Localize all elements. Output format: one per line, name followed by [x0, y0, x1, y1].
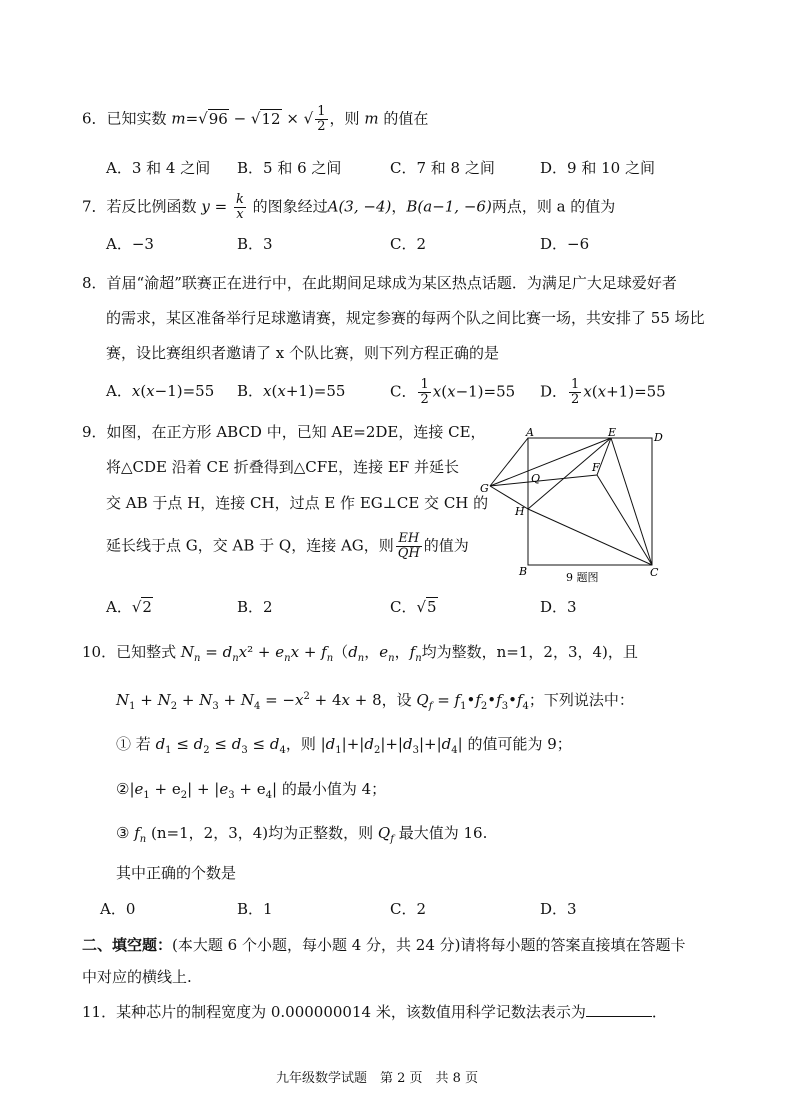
fig-label-f: F: [592, 461, 600, 474]
q8-option-c: C． $\frac{1}{2}$ x(x−1)=55: [390, 377, 516, 407]
q9-option-b: B．2: [237, 598, 273, 616]
q7-option-d: D．−6: [540, 235, 590, 253]
q10-conclusion: 其中正确的个数是: [116, 864, 237, 882]
fig-label-b: B: [519, 565, 528, 578]
q8-line-2: 的需求，某区准备举行足球邀请赛，规定参赛的每两个队之间比赛一场，共安排了 55 场比: [106, 309, 705, 327]
q8-line-1: 8．首届“渝超”联赛正在进行中，在此期间足球成为某区热点话题．为满足广大足球爱好者: [82, 274, 677, 292]
q6-option-c: C．7 和 8 之间: [390, 159, 495, 177]
q9-line-1: 9．如图，在正方形 ABCD 中，已知 AE=2DE，连接 CE，: [82, 423, 486, 441]
section-2-heading: 二、填空题：(本大题 6 个小题，每小题 4 分，共 24 分)请将每小题的答案直接填在答题卡: [82, 936, 686, 954]
fig-label-q: Q: [531, 472, 541, 485]
q8-option-a: A．x(x−1)=55: [106, 382, 215, 400]
q9-option-d: D．3: [540, 598, 577, 616]
q9-line-3: 交 AB 于点 H，连接 CH，过点 E 作 EG⊥CE 交 CH 的: [106, 494, 489, 512]
q11-stem: 11．某种芯片的制程宽度为 0.000000014 米，该数值用科学记数法表示为 ．: [82, 1003, 667, 1021]
q6-stem: 6．已知实数 m=√96 − √12 × √ $\frac{1}{2}$ ，则 m 的值在: [82, 104, 429, 134]
q10-option-c: C．2: [390, 900, 427, 918]
q10-statement-3: ③ $f_n$ (n=1，2，3，4)均为正整数，则 $Q_f$ 最大值为 16.: [116, 824, 488, 845]
fig-label-e: E: [608, 426, 617, 439]
q9-line-4: 延长线于点 G，交 AB 于 Q，连接 AG，则 $\frac{EH}{QH}$ 的值为: [106, 531, 469, 561]
fig-label-a: A: [526, 426, 534, 439]
q10-statement-1: ① 若 $d_1 \le d_2 \le d_3 \le d_4$，则 $|d_1|+|d_2|+|d_3|+|d_4|$ 的值可能为 9；: [116, 735, 572, 756]
fig-label-g: G: [480, 482, 489, 495]
q6-option-d: D．9 和 10 之间: [540, 159, 655, 177]
q9-option-c: C．√5: [390, 598, 437, 616]
fig-label-d: D: [654, 431, 663, 444]
q9-line-2: 将△CDE 沿着 CE 折叠得到△CFE，连接 EF 并延长: [106, 458, 459, 476]
q10-option-b: B．1: [237, 900, 273, 918]
q10-option-a: A．0: [100, 900, 136, 918]
fig-label-h: H: [515, 505, 525, 518]
q7-option-a: A．−3: [106, 235, 154, 253]
fig-label-c: C: [650, 566, 659, 579]
q7-option-c: C．2: [390, 235, 427, 253]
q7-stem: 7．若反比例函数 y = $\frac{k}{x}$ 的图象经过A(3, −4)，B(a−1, −6)两点，则 a 的值为: [82, 192, 616, 222]
q11-answer-blank[interactable]: [586, 1002, 652, 1017]
q7-option-b: B．3: [237, 235, 273, 253]
q10-condition: $N_1 + N_2 + N_3 + N_4 = -x^2 + 4x + 8$，设 $Q_f$ = $f_1•f_2•f_3•f_4$；下列说法中：: [116, 691, 634, 712]
q10-option-d: D．3: [540, 900, 577, 918]
q6-option-a: A．3 和 4 之间: [106, 159, 211, 177]
q8-line-3: 赛，设比赛组织者邀请了 x 个队比赛，则下列方程正确的是: [106, 344, 499, 362]
page-footer: 九年级数学试题 第 2 页 共 8 页: [276, 1071, 479, 1086]
q8-option-d: D． $\frac{1}{2}$ x(x+1)=55: [540, 377, 666, 407]
q10-intro: 10．已知整式 $N_n = d_nx^2 + e_nx + f_n(d_n$，$e_n$，$f_n$均为整数，n=1，2，3，4)，且: [82, 643, 638, 664]
fig-caption: 9 题图: [566, 571, 599, 584]
q8-option-b: B．x(x+1)=55: [237, 382, 346, 400]
section-2-desc: 中对应的横线上.: [82, 968, 192, 986]
q10-statement-2: $②|e_1 + e_2| + |e_3 + e_4|$ 的最小值为 4；: [116, 780, 387, 801]
q9-option-a: A．√2: [106, 598, 152, 616]
q9-figure: [478, 425, 688, 590]
q6-option-b: B．5 和 6 之间: [237, 159, 342, 177]
